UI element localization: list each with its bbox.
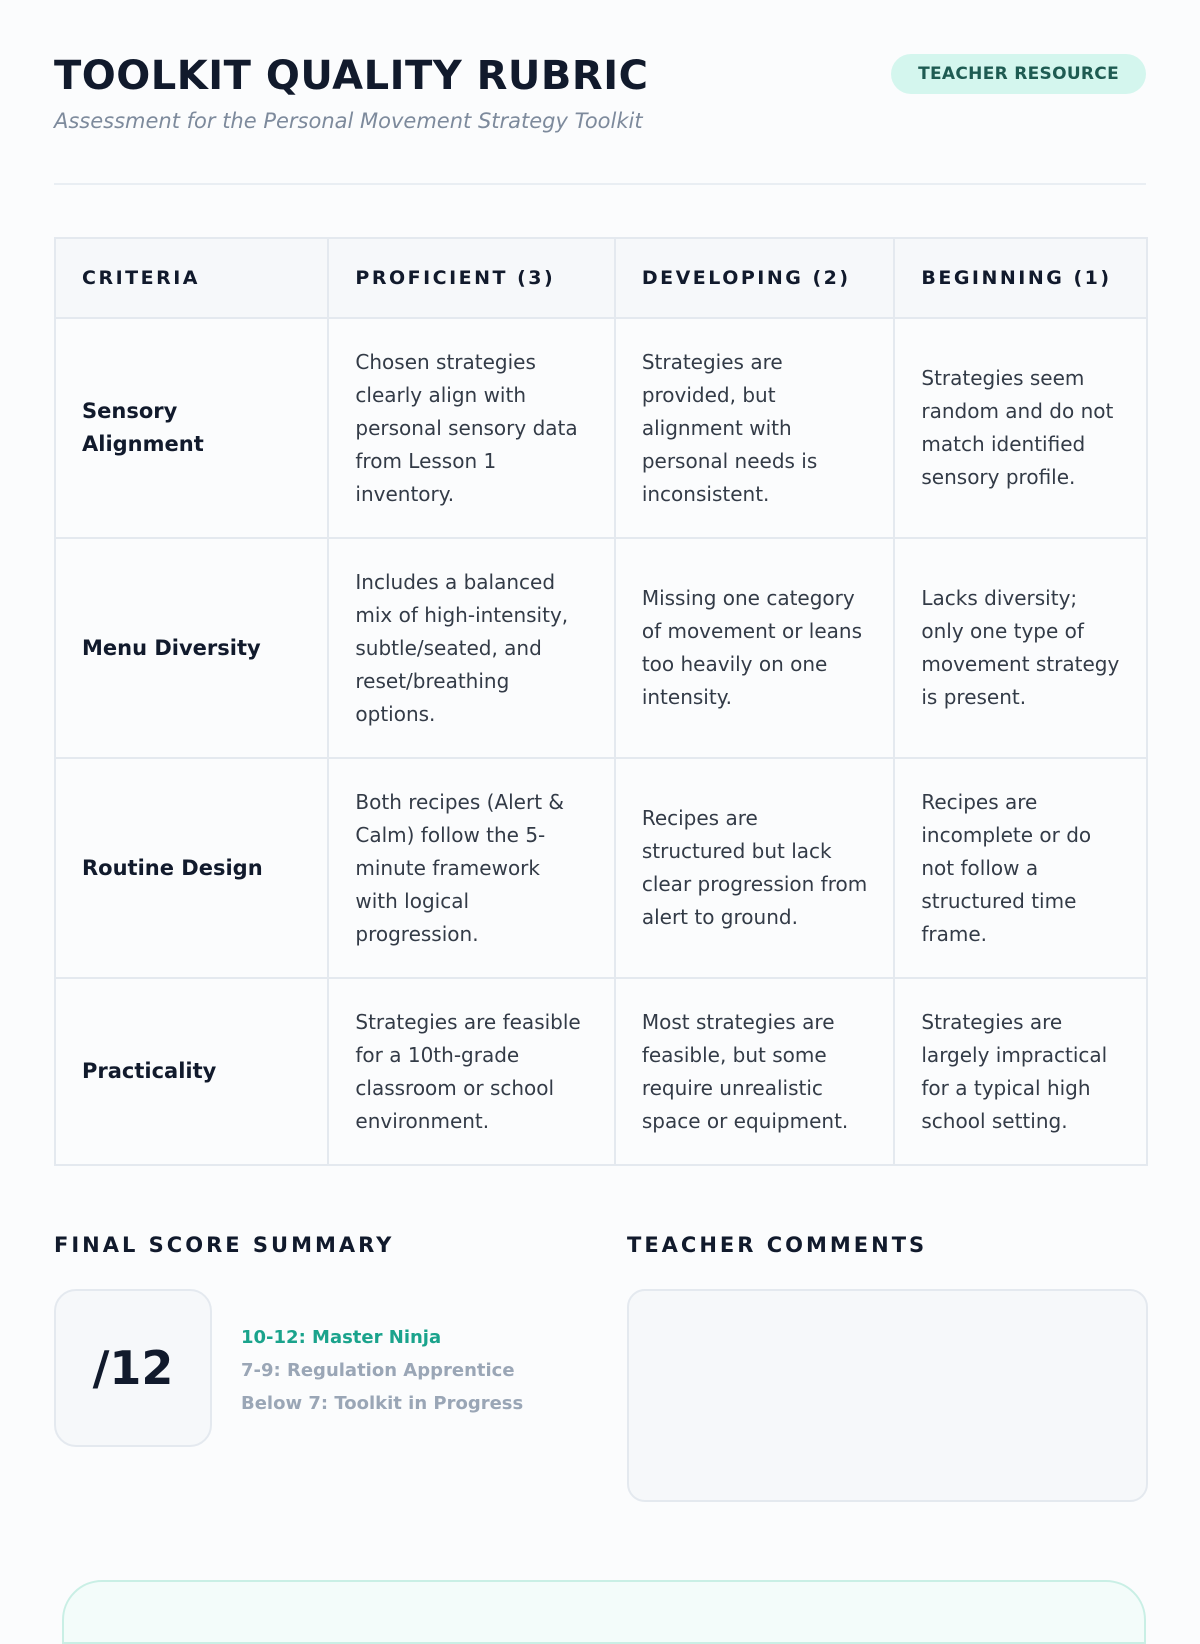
criteria-cell: Routine Design — [55, 758, 328, 978]
header-criteria: CRITERIA — [55, 238, 328, 318]
score-box: /12 — [54, 1289, 212, 1447]
header-proficient: PROFICIENT (3) — [328, 238, 614, 318]
final-score-summary-heading: FINAL SCORE SUMMARY — [54, 1233, 395, 1257]
header-beginning: BEGINNING (1) — [894, 238, 1147, 318]
score-level-master: 10-12: Master Ninja — [241, 1327, 442, 1348]
beginning-cell: Strategies are largely impractical for a typical high school setting. — [894, 978, 1147, 1165]
score-level-in-progress: Below 7: Toolkit in Progress — [241, 1393, 524, 1414]
beginning-cell: Recipes are incomplete or do not follow a structured time frame. — [894, 758, 1147, 978]
rubric-table — [54, 237, 1148, 1166]
table-row — [55, 538, 1147, 758]
proficient-cell: Both recipes (Alert & Calm) follow the 5-minute framework with logical progression. — [328, 758, 614, 978]
developing-cell: Missing one category of movement or leans too heavily on one intensity. — [615, 538, 895, 758]
teacher-resource-badge: TEACHER RESOURCE — [891, 54, 1146, 94]
footer-band — [62, 1580, 1146, 1644]
developing-cell: Recipes are structured but lack clear progression from alert to ground. — [615, 758, 895, 978]
beginning-cell: Strategies seem random and do not match identified sensory profile. — [894, 318, 1147, 538]
criteria-cell: Sensory Alignment — [55, 318, 328, 538]
proficient-cell: Chosen strategies clearly align with personal sensory data from Lesson 1 inventory. — [328, 318, 614, 538]
rubric-header-row — [55, 238, 1147, 318]
page-header — [54, 0, 1146, 185]
page-subtitle: Assessment for the Personal Movement Strategy Toolkit — [54, 109, 643, 133]
table-row — [55, 758, 1147, 978]
header-developing: DEVELOPING (2) — [615, 238, 895, 318]
criteria-cell: Practicality — [55, 978, 328, 1165]
teacher-comments-box[interactable] — [627, 1289, 1148, 1502]
page-title: TOOLKIT QUALITY RUBRIC — [54, 53, 649, 99]
table-row — [55, 978, 1147, 1165]
proficient-cell: Strategies are feasible for a 10th-grade classroom or school environment. — [328, 978, 614, 1165]
criteria-cell: Menu Diversity — [55, 538, 328, 758]
developing-cell: Strategies are provided, but alignment with personal needs is inconsistent. — [615, 318, 895, 538]
table-row — [55, 318, 1147, 538]
rubric-page — [54, 0, 1146, 1414]
score-level-apprentice: 7-9: Regulation Apprentice — [241, 1360, 515, 1381]
teacher-comments-heading: TEACHER COMMENTS — [627, 1233, 928, 1257]
beginning-cell: Lacks diversity; only one type of movement strategy is present. — [894, 538, 1147, 758]
developing-cell: Most strategies are feasible, but some require unrealistic space or equipment. — [615, 978, 895, 1165]
proficient-cell: Includes a balanced mix of high-intensity, subtle/seated, and reset/breathing options. — [328, 538, 614, 758]
score-levels-list — [241, 1321, 523, 1420]
